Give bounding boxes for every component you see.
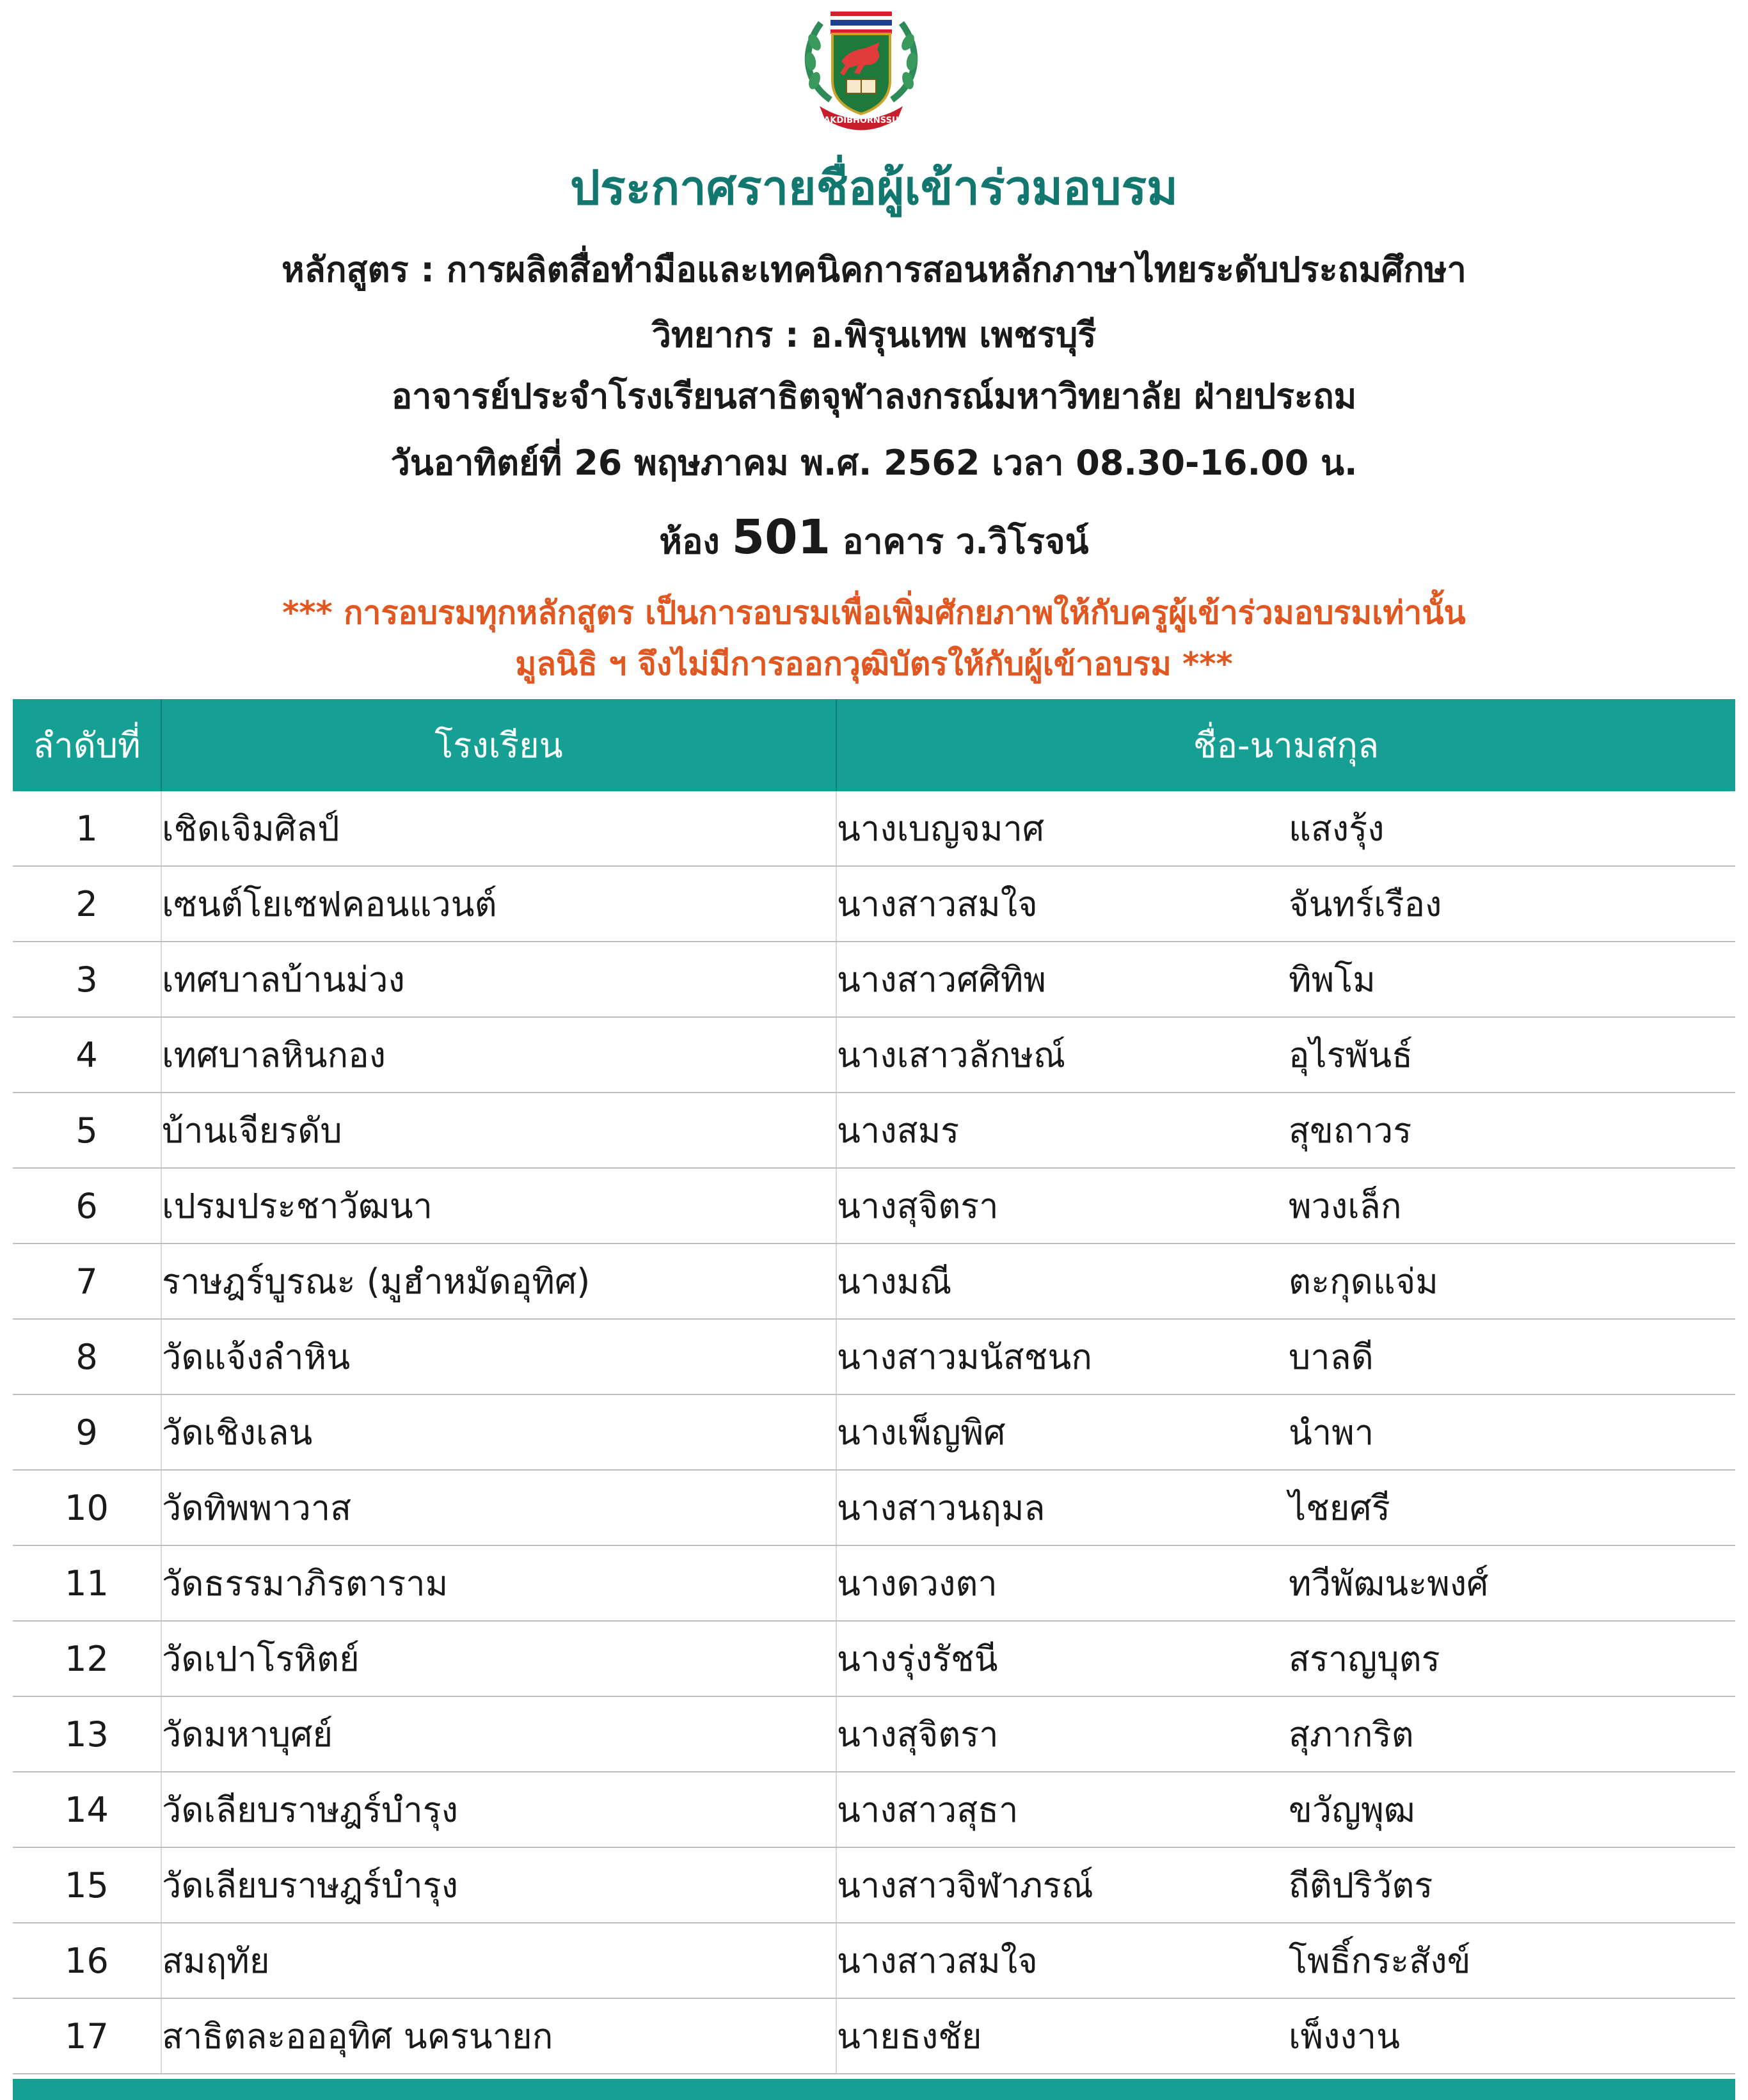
school-name: บ้านเจียรดับ	[161, 1093, 836, 1168]
school-name: เทศบาลบ้านม่วง	[161, 942, 836, 1017]
first-name: นางสุจิตรา	[837, 1186, 999, 1226]
column-header-school: โรงเรียน	[161, 699, 836, 791]
last-name: ทิพโม	[1289, 959, 1376, 1000]
lecturer-line: วิทยากร : อ.พิรุนเทพ เพชรบุรี	[651, 315, 1097, 355]
svg-text:SAKDIBHORNSSUP: SAKDIBHORNSSUP	[817, 116, 905, 125]
last-name: จันทร์เรือง	[1289, 884, 1442, 924]
first-name: นางเบญจมาศ	[837, 809, 1045, 849]
participant-name	[836, 1017, 1735, 1093]
school-emblem-logo	[795, 4, 927, 132]
table-row	[13, 1168, 1735, 1243]
row-number: 13	[13, 1696, 161, 1772]
school-name: วัดเปาโรหิตย์	[161, 1621, 836, 1696]
last-name: โพธิ์กระสังข์	[1289, 1941, 1471, 1981]
last-name: ทวีพัฒนะพงศ์	[1289, 1563, 1489, 1604]
participant-name	[836, 791, 1735, 866]
participant-name	[836, 1093, 1735, 1168]
school-name: วัดเลียบราษฎร์บำรุง	[161, 1772, 836, 1847]
row-number: 7	[13, 1243, 161, 1319]
first-name: นางสาวมนัสชนก	[837, 1337, 1092, 1377]
row-number: 10	[13, 1470, 161, 1545]
first-name: นางมณี	[837, 1261, 952, 1302]
table-row	[13, 1847, 1735, 1923]
school-name: วัดเลียบราษฎร์บำรุง	[161, 1847, 836, 1923]
first-name: นางสาวสมใจ	[837, 1941, 1038, 1981]
table-row	[13, 1772, 1735, 1847]
school-name: สาธิตละอออุทิศ นครนายก	[161, 1998, 836, 2074]
table-row	[13, 1998, 1735, 2074]
table-row	[13, 1923, 1735, 1998]
notice-line-1: *** การอบรมทุกหลักสูตร เป็นการอบรมเพื่อเพิ่มศักยภาพให้กับครูผู้เข้าร่วมอบรมเท่านั้น	[282, 594, 1466, 631]
participant-name	[836, 1243, 1735, 1319]
row-number: 4	[13, 1017, 161, 1093]
row-number: 15	[13, 1847, 161, 1923]
participant-name	[836, 1168, 1735, 1243]
school-name: วัดทิพพาวาส	[161, 1470, 836, 1545]
school-name: เซนต์โยเซฟคอนแวนต์	[161, 866, 836, 942]
participant-name	[836, 1621, 1735, 1696]
last-name: สุภากริต	[1289, 1714, 1414, 1755]
first-name: นางเสาวลักษณ์	[837, 1035, 1066, 1075]
school-name: ราษฎร์บูรณะ (มูฮำหมัดอุทิศ)	[161, 1243, 836, 1319]
last-name: สุขถาวร	[1289, 1110, 1412, 1151]
participant-name	[836, 1470, 1735, 1545]
last-name: พวงเล็ก	[1289, 1186, 1402, 1226]
row-number: 17	[13, 1998, 161, 2074]
last-name: เพ็งงาน	[1289, 2016, 1401, 2057]
school-name: เชิดเจิมศิลป์	[161, 791, 836, 866]
table-row	[13, 1093, 1735, 1168]
room-line	[0, 512, 1748, 567]
table-header-row	[13, 699, 1735, 791]
table-row	[13, 1319, 1735, 1394]
table-row	[13, 1621, 1735, 1696]
first-name: นางสาวจิฬาภรณ์	[837, 1865, 1093, 1906]
last-name: ถีติปริวัตร	[1289, 1865, 1433, 1906]
participant-name	[836, 1998, 1735, 2074]
table-row	[13, 1243, 1735, 1319]
notice-line-2: มูลนิธิ ฯ จึงไม่มีการออกวุฒิบัตรให้กับผู้เข้าอบรม ***	[515, 645, 1233, 683]
row-number: 2	[13, 866, 161, 942]
last-name: แสงรุ้ง	[1289, 809, 1385, 849]
table-row	[13, 1394, 1735, 1470]
row-number: 12	[13, 1621, 161, 1696]
row-number: 16	[13, 1923, 161, 1998]
last-name: บาลดี	[1289, 1337, 1374, 1377]
last-name: ไชยศรี	[1289, 1488, 1390, 1528]
last-name: นำพา	[1289, 1412, 1374, 1453]
school-name: เปรมประชาวัฒนา	[161, 1168, 836, 1243]
first-name: นางสาวสุธา	[837, 1790, 1019, 1830]
room-number: 501	[731, 510, 831, 565]
participant-name	[836, 1923, 1735, 1998]
row-number: 9	[13, 1394, 161, 1470]
first-name: นางสาวสมใจ	[837, 884, 1038, 924]
row-number: 3	[13, 942, 161, 1017]
table-footer-bar	[13, 2079, 1735, 2100]
row-number: 8	[13, 1319, 161, 1394]
participant-name	[836, 1847, 1735, 1923]
participant-name	[836, 942, 1735, 1017]
table-row	[13, 1470, 1735, 1545]
room-building: อาคาร ว.วิโรจน์	[842, 521, 1089, 562]
school-name: เทศบาลหินกอง	[161, 1017, 836, 1093]
course-line: หลักสูตร : การผลิตสื่อทำมือและเทคนิคการสอนหลักภาษาไทยระดับประถมศึกษา	[282, 249, 1466, 290]
school-name: สมฤทัย	[161, 1923, 836, 1998]
column-header-name: ชื่อ-นามสกุล	[836, 699, 1735, 791]
table-row	[13, 866, 1735, 942]
first-name: นางดวงตา	[837, 1563, 997, 1604]
row-number: 11	[13, 1545, 161, 1621]
column-header-order: ลำดับที่	[13, 699, 161, 791]
participant-name	[836, 1545, 1735, 1621]
school-name: วัดแจ้งลำหิน	[161, 1319, 836, 1394]
school-name: วัดเชิงเลน	[161, 1394, 836, 1470]
last-name: สราญบุตร	[1289, 1639, 1440, 1679]
table-row	[13, 1696, 1735, 1772]
last-name: ขวัญพุฒ	[1289, 1790, 1415, 1830]
row-number: 6	[13, 1168, 161, 1243]
first-name: นางสมร	[837, 1110, 960, 1151]
school-name: วัดมหาบุศย์	[161, 1696, 836, 1772]
table-row	[13, 1017, 1735, 1093]
row-number: 5	[13, 1093, 161, 1168]
school-name: วัดธรรมาภิรตาราม	[161, 1545, 836, 1621]
row-number: 1	[13, 791, 161, 866]
first-name: นางสาวนฤมล	[837, 1488, 1045, 1528]
participant-name	[836, 1696, 1735, 1772]
participant-name	[836, 1394, 1735, 1470]
datetime-line: วันอาทิตย์ที่ 26 พฤษภาคม พ.ศ. 2562 เวลา 08.30-16.00 น.	[390, 443, 1358, 483]
first-name: นางรุ่งรัชนี	[837, 1639, 998, 1679]
table-row	[13, 791, 1735, 866]
table-row	[13, 1545, 1735, 1621]
room-prefix: ห้อง	[659, 521, 720, 562]
participant-name	[836, 1772, 1735, 1847]
first-name: นางเพ็ญพิศ	[837, 1412, 1006, 1453]
first-name: นางสุจิตรา	[837, 1714, 999, 1755]
affiliation-line: อาจารย์ประจำโรงเรียนสาธิตจุฬาลงกรณ์มหาวิทยาลัย ฝ่ายประถม	[391, 376, 1357, 416]
page-title: ประกาศรายชื่อผู้เข้าร่วมอบรม	[570, 161, 1178, 216]
first-name: นายธงชัย	[837, 2016, 982, 2057]
participant-name	[836, 866, 1735, 942]
first-name: นางสาวศศิทิพ	[837, 959, 1046, 1000]
participant-table	[13, 699, 1735, 2074]
participant-name	[836, 1319, 1735, 1394]
row-number: 14	[13, 1772, 161, 1847]
last-name: อุไรพันธ์	[1289, 1035, 1413, 1075]
last-name: ตะกุดแจ่ม	[1289, 1261, 1438, 1302]
table-row	[13, 942, 1735, 1017]
